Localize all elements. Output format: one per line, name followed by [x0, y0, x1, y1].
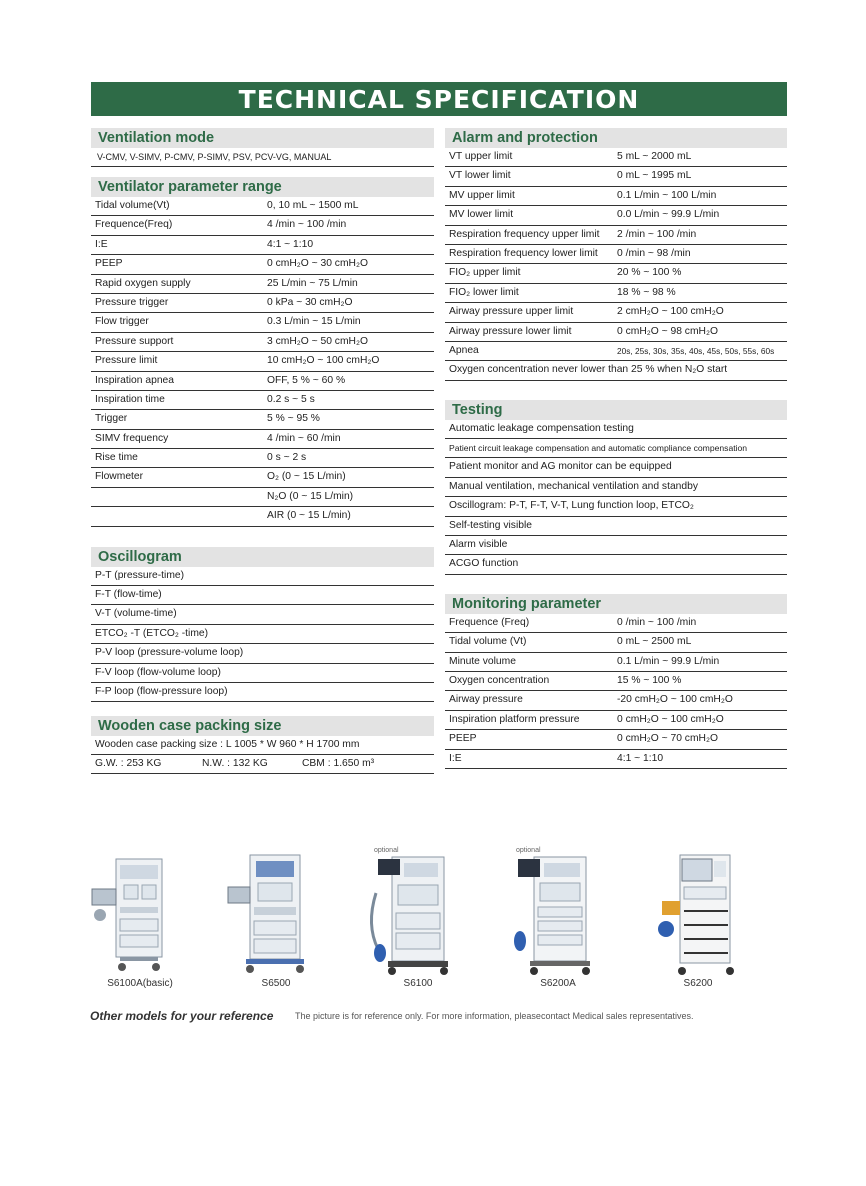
param-label — [91, 507, 267, 525]
param-label: Rapid oxygen supply — [95, 277, 191, 289]
param-value: 4 /min ~ 60 /min — [267, 432, 341, 444]
optional-label: optional — [374, 847, 399, 854]
ventilator-param-row — [91, 372, 434, 391]
oscillogram-row: F-P loop (flow-pressure loop) — [91, 683, 434, 702]
monitoring-row — [445, 691, 787, 710]
param-value: 20s, 25s, 30s, 35s, 40s, 45s, 50s, 55s, 60s — [617, 345, 775, 356]
section-title: Ventilation mode — [91, 128, 434, 148]
alarm-row — [445, 303, 787, 322]
param-label: Minute volume — [449, 655, 516, 667]
ventilator-param-row — [91, 294, 434, 313]
net-weight: N.W. : 132 KG — [202, 758, 268, 770]
right-column — [445, 128, 787, 769]
model-s6100a — [80, 845, 200, 995]
footer-disclaimer: The picture is for reference only. For more information, pleasecontact Medical sales representatives. — [295, 1011, 694, 1021]
param-label: FIO₂ upper limit — [449, 267, 521, 279]
param-value: 0 mL ~ 2500 mL — [617, 636, 692, 648]
param-value: 0 mL ~ 1995 mL — [617, 170, 692, 182]
param-label: Inspiration platform pressure — [449, 713, 580, 725]
param-label: VT upper limit — [449, 151, 513, 162]
param-value: 18 % ~ 98 % — [617, 286, 676, 298]
param-value: 4:1 ~ 1:10 — [267, 238, 314, 250]
param-value: 20 % ~ 100 % — [617, 267, 682, 279]
param-label: MV upper limit — [449, 189, 515, 201]
model-s6200 — [638, 845, 758, 995]
model-caption: S6200 — [683, 978, 713, 989]
param-label: Tidal volume (Vt) — [449, 636, 527, 648]
testing-row: Patient circuit leakage compensation and automatic compliance compensation — [445, 439, 787, 458]
param-label: Flowmeter — [95, 471, 144, 483]
alarm-row — [445, 245, 787, 264]
param-value: 0 cmH₂O ~ 70 cmH₂O — [617, 733, 718, 745]
page-title: TECHNICAL SPECIFICATION — [91, 82, 787, 116]
alarm-row — [445, 226, 787, 245]
param-value: 0.2 s ~ 5 s — [267, 393, 315, 405]
section-title: Monitoring parameter — [445, 594, 787, 614]
anesthesia-machine-icon — [638, 845, 758, 977]
ventilator-param-row — [91, 313, 434, 332]
testing-row: Manual ventilation, mechanical ventilation and standby — [445, 478, 787, 497]
ventilator-param-row — [91, 352, 434, 371]
param-label: Trigger — [95, 413, 128, 425]
param-value: 10 cmH₂O ~ 100 cmH₂O — [267, 355, 380, 367]
param-label: Pressure trigger — [95, 296, 169, 308]
ventilator-param-row — [91, 255, 434, 274]
ventilator-param-row — [91, 468, 434, 487]
param-label: FIO₂ lower limit — [449, 286, 519, 298]
param-label: Inspiration apnea — [95, 374, 175, 386]
param-value: 25 L/min ~ 75 L/min — [267, 277, 358, 289]
param-value: 0.1 L/min ~ 99.9 L/min — [617, 655, 720, 667]
param-value: 0 cmH₂O ~ 98 cmH₂O — [617, 325, 718, 337]
anesthesia-machine-icon — [216, 845, 336, 977]
param-label: Frequence (Freq) — [449, 616, 530, 628]
anesthesia-machine-icon — [80, 845, 200, 977]
param-value: 5 % ~ 95 % — [267, 413, 320, 425]
model-gallery — [80, 845, 800, 995]
model-s6500 — [216, 845, 336, 995]
section-title: Ventilator parameter range — [91, 177, 434, 197]
param-label: PEEP — [95, 258, 123, 270]
ventilator-parameter-section — [91, 177, 434, 527]
oscillogram-row: V-T (volume-time) — [91, 605, 434, 624]
ventilator-param-row — [91, 507, 434, 526]
param-label: Airway pressure lower limit — [449, 325, 572, 337]
param-label: Respiration frequency lower limit — [449, 247, 598, 259]
param-value: 0, 10 mL ~ 1500 mL — [267, 200, 359, 211]
ventilator-param-row — [91, 216, 434, 235]
param-value: 0.1 L/min ~ 100 L/min — [617, 189, 717, 201]
model-caption: S6100 — [403, 978, 433, 989]
model-s6100 — [358, 845, 478, 995]
oscillogram-section — [91, 547, 434, 703]
param-label: I:E — [95, 238, 108, 250]
cbm-value: CBM : 1.650 m³ — [302, 758, 375, 770]
param-label: Pressure limit — [95, 355, 158, 367]
param-value: 0 /min ~ 100 /min — [617, 616, 697, 628]
gross-weight: G.W. : 253 KG — [95, 758, 162, 770]
ventilator-param-row — [91, 333, 434, 352]
alarm-row — [445, 187, 787, 206]
ventilator-param-row — [91, 430, 434, 449]
ventilation-mode-section — [91, 128, 434, 167]
oscillogram-row: P-V loop (pressure-volume loop) — [91, 644, 434, 663]
ventilator-param-row — [91, 410, 434, 429]
alarm-note: Oxygen concentration never lower than 25 % when N₂O start — [445, 361, 787, 380]
monitoring-row — [445, 750, 787, 769]
param-label: Pressure support — [95, 335, 174, 347]
param-value: O₂ (0 ~ 15 L/min) — [267, 471, 346, 483]
param-value: 0 cmH₂O ~ 30 cmH₂O — [267, 258, 368, 270]
param-value: 0 s ~ 2 s — [267, 452, 307, 464]
section-title: Testing — [445, 400, 787, 420]
param-label: Frequence(Freq) — [95, 219, 173, 231]
testing-row: Patient monitor and AG monitor can be equipped — [445, 458, 787, 477]
packing-section — [91, 716, 434, 774]
section-title: Oscillogram — [91, 547, 434, 567]
alarm-row — [445, 342, 787, 361]
param-value: 2 /min ~ 100 /min — [617, 228, 697, 240]
model-caption: S6100A(basic) — [107, 978, 173, 989]
model-caption: S6200A — [540, 978, 576, 989]
ventilator-param-row — [91, 197, 434, 216]
packing-size: Wooden case packing size : L 1005 * W 960 * H 1700 mm — [91, 736, 434, 755]
ventilator-param-row — [91, 488, 434, 507]
param-value: OFF, 5 % ~ 60 % — [267, 374, 346, 386]
footer-reference-label: Other models for your reference — [90, 1009, 274, 1023]
ventilator-param-row — [91, 236, 434, 255]
monitoring-row — [445, 614, 787, 633]
param-label — [91, 488, 267, 506]
param-value: N₂O (0 ~ 15 L/min) — [267, 490, 354, 502]
testing-row: Automatic leakage compensation testing — [445, 420, 787, 439]
alarm-row — [445, 206, 787, 225]
param-label: SIMV frequency — [95, 432, 169, 444]
param-value: 0 cmH₂O ~ 100 cmH₂O — [617, 713, 724, 725]
param-value: -20 cmH₂O ~ 100 cmH₂O — [617, 694, 733, 706]
anesthesia-machine-icon — [498, 845, 618, 977]
monitoring-section — [445, 594, 787, 769]
ventilator-param-row — [91, 391, 434, 410]
testing-section — [445, 400, 787, 575]
param-label: Airway pressure upper limit — [449, 306, 574, 318]
param-value: 4 /min ~ 100 /min — [267, 219, 347, 231]
ventilator-param-row — [91, 275, 434, 294]
param-label: Tidal volume(Vt) — [95, 200, 170, 211]
param-value: 4:1 ~ 1:10 — [617, 752, 664, 764]
param-value: 2 cmH₂O ~ 100 cmH₂O — [617, 306, 724, 318]
ventilation-mode-list: V-CMV, V-SIMV, P-CMV, P-SIMV, PSV, PCV-VG, MANUAL — [91, 148, 434, 167]
oscillogram-row: ETCO₂ -T (ETCO₂ -time) — [91, 625, 434, 644]
param-label: PEEP — [449, 733, 477, 745]
model-caption: S6500 — [261, 978, 291, 989]
alarm-row — [445, 148, 787, 167]
param-label: Apnea — [449, 344, 479, 356]
param-value: 0.3 L/min ~ 15 L/min — [267, 316, 361, 328]
optional-label: optional — [516, 847, 541, 854]
param-label: I:E — [449, 752, 462, 764]
param-label: VT lower limit — [449, 170, 511, 182]
monitoring-row — [445, 711, 787, 730]
param-value: 0.0 L/min ~ 99.9 L/min — [617, 209, 720, 221]
monitoring-row — [445, 730, 787, 749]
oscillogram-row: P-T (pressure-time) — [91, 567, 434, 586]
param-label: Inspiration time — [95, 393, 165, 405]
alarm-section — [445, 128, 787, 381]
testing-row: Alarm visible — [445, 536, 787, 555]
testing-row: Self-testing visible — [445, 517, 787, 536]
monitoring-row — [445, 653, 787, 672]
section-title: Alarm and protection — [445, 128, 787, 148]
anesthesia-machine-icon — [358, 845, 478, 977]
param-label: Airway pressure — [449, 694, 523, 706]
testing-row: Oscillogram: P-T, F-T, V-T, Lung function loop, ETCO₂ — [445, 497, 787, 516]
param-label: MV lower limit — [449, 209, 514, 221]
ventilator-param-row — [91, 449, 434, 468]
alarm-row — [445, 323, 787, 342]
alarm-row — [445, 167, 787, 186]
alarm-row — [445, 264, 787, 283]
left-column — [91, 128, 434, 774]
param-value: 5 mL ~ 2000 mL — [617, 151, 692, 162]
param-label: Oxygen concentration — [449, 674, 550, 686]
param-label: Flow trigger — [95, 316, 149, 328]
param-label: Respiration frequency upper limit — [449, 228, 600, 240]
param-value: 0 kPa ~ 30 cmH₂O — [267, 296, 353, 308]
param-value: 0 /min ~ 98 /min — [617, 247, 691, 259]
alarm-row — [445, 284, 787, 303]
section-title: Wooden case packing size — [91, 716, 434, 736]
packing-weights — [91, 755, 434, 774]
param-value: 15 % ~ 100 % — [617, 674, 682, 686]
oscillogram-row: F-T (flow-time) — [91, 586, 434, 605]
oscillogram-row: F-V loop (flow-volume loop) — [91, 664, 434, 683]
monitoring-row — [445, 672, 787, 691]
model-s6200a — [498, 845, 618, 995]
param-value: 3 cmH₂O ~ 50 cmH₂O — [267, 335, 368, 347]
testing-row: ACGO function — [445, 555, 787, 574]
param-value: AIR (0 ~ 15 L/min) — [267, 510, 351, 522]
param-label: Rise time — [95, 452, 138, 464]
monitoring-row — [445, 633, 787, 652]
